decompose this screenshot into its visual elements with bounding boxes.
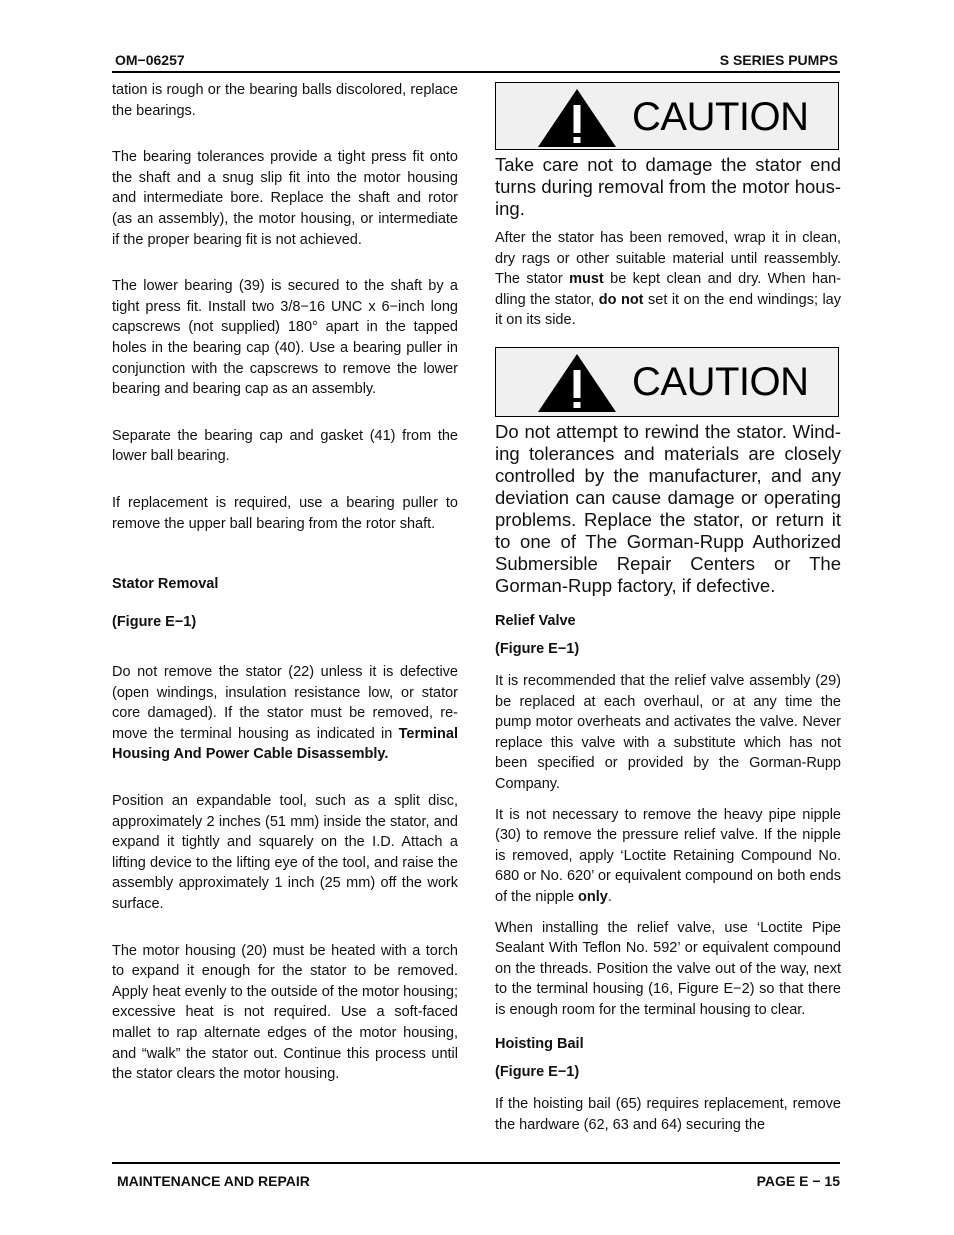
left-column [112,80,458,1085]
paragraph: It is recommended that the relief valve assembly (29) be replaced at each overhaul, or at any time the pump motor overheats and activates the valve. Never replace this valve with a substitute which has not been specified or provided by the Gorman-Rupp Company. [495,672,841,792]
paragraph: Do not remove the stator (22) unless it is defective (open windings, insulation resistance low, or stator core damaged). If the stator must be removed, remove the terminal housing as indicated in Terminal Housing And Power Cable Disassembly. [112,664,458,763]
right-column [495,82,841,1136]
caution-box [495,347,839,417]
page-number: PAGE E − 15 [756,1173,840,1189]
figure-reference: (Figure E−1) [495,640,580,657]
paragraph: After the stator has been removed, wrap it in clean, dry rags or other suitable material until reassembly. The stator must be kept clean and dry. When handling the stator, do not set it on the end windings; lay it on its side. [495,230,841,329]
paragraph: If replacement is required, use a bearing puller to remove the upper ball bearing from the rotor shaft. [112,494,458,532]
paragraph: Separate the bearing cap and gasket (41) from the lower ball bearing. [112,427,458,465]
caution-label: CAUTION [632,95,809,139]
caution-text: Do not attempt to rewind the stator. Winding tolerances and materials are closely controlled by the manufacturer, and any deviation can cause damage or operating problems. Replace the stator, or return it to one of The Gorman-Rupp Authorized Submersible Repair Centers or The Gorman-Rupp factory, if defective. [495,420,841,596]
footer-rule [112,1162,840,1164]
paragraph: If the hoisting bail (65) requires replacement, remove the hardware (62, 63 and 64) securing the [495,1096,841,1134]
paragraph: It is not necessary to remove the heavy pipe nipple (30) to remove the pressure relief valve. If the nipple is removed, apply ‘Loctite Retaining Compound No. 680 or No. 620’ or equivalent compound on both ends of the nipple only. [495,806,841,905]
section-heading-relief-valve: Relief Valve [495,612,576,629]
cross-reference: Terminal Housing And Power Cable Disassembly. [112,725,458,763]
warning-triangle-icon [536,87,618,149]
paragraph: The bearing tolerances provide a tight press fit onto the shaft and a snug slip fit into the motor housing and intermediate bore. Replace the shaft and rotor (as an assembly), the motor housing, or intermediate if the proper bearing fit is not achieved. [112,149,458,248]
figure-reference: (Figure E−1) [112,614,197,631]
page-footer [112,1173,840,1193]
page-header [112,52,840,72]
paragraph: The motor housing (20) must be heated with a torch to expand it enough for the stator to be removed. Apply heat evenly to the outside of the motor housing; excessive heat is not required. Use a soft-faced mallet to rap alternate edges of the motor housing, and “walk” the stator out. Continue this process until the stator clears the motor housing. [112,942,458,1083]
series-title: S SERIES PUMPS [719,52,838,68]
header-rule [112,71,840,73]
caution-label: CAUTION [632,359,809,404]
caution-text: Take care not to damage the stator end turns during removal from the motor housing. [495,154,841,219]
section-heading-stator-removal: Stator Removal [112,576,219,593]
paragraph: When installing the relief valve, use ‘Loctite Pipe Sealant With Teflon No. 592’ or equivalent compound on the threads. Position the valve out of the way, next to the terminal housing (16, Figure E−2) so that there is enough room for the terminal housing to clear. [495,919,841,1018]
warning-triangle-icon [536,352,618,414]
paragraph: The lower bearing (39) is secured to the shaft by a tight press fit. Install two 3/8−16 UNC x 6−inch long capscrews (not supplied) 180° apart in the tapped holes in the bearing cap (40). Use a bearing puller in conjunction with the capscrews to remove the lower bearing and bearing cap as an assembly. [112,278,458,398]
caution-box [495,82,839,150]
paragraph: Position an expandable tool, such as a split disc, approximately 2 inches (51 mm) inside the stator, and expand it tightly and squarely on the I.D. Attach a lifting device to the lifting eye of the tool, and raise the assembly approximately 1 inch (25 mm) off the work surface. [112,793,458,913]
figure-reference: (Figure E−1) [495,1064,580,1081]
section-heading-hoisting-bail: Hoisting Bail [495,1036,584,1053]
section-name: MAINTENANCE AND REPAIR [117,1173,310,1189]
document-number: OM−06257 [115,52,185,68]
paragraph: tation is rough or the bearing balls discolored, replace the bearings. [112,82,458,119]
